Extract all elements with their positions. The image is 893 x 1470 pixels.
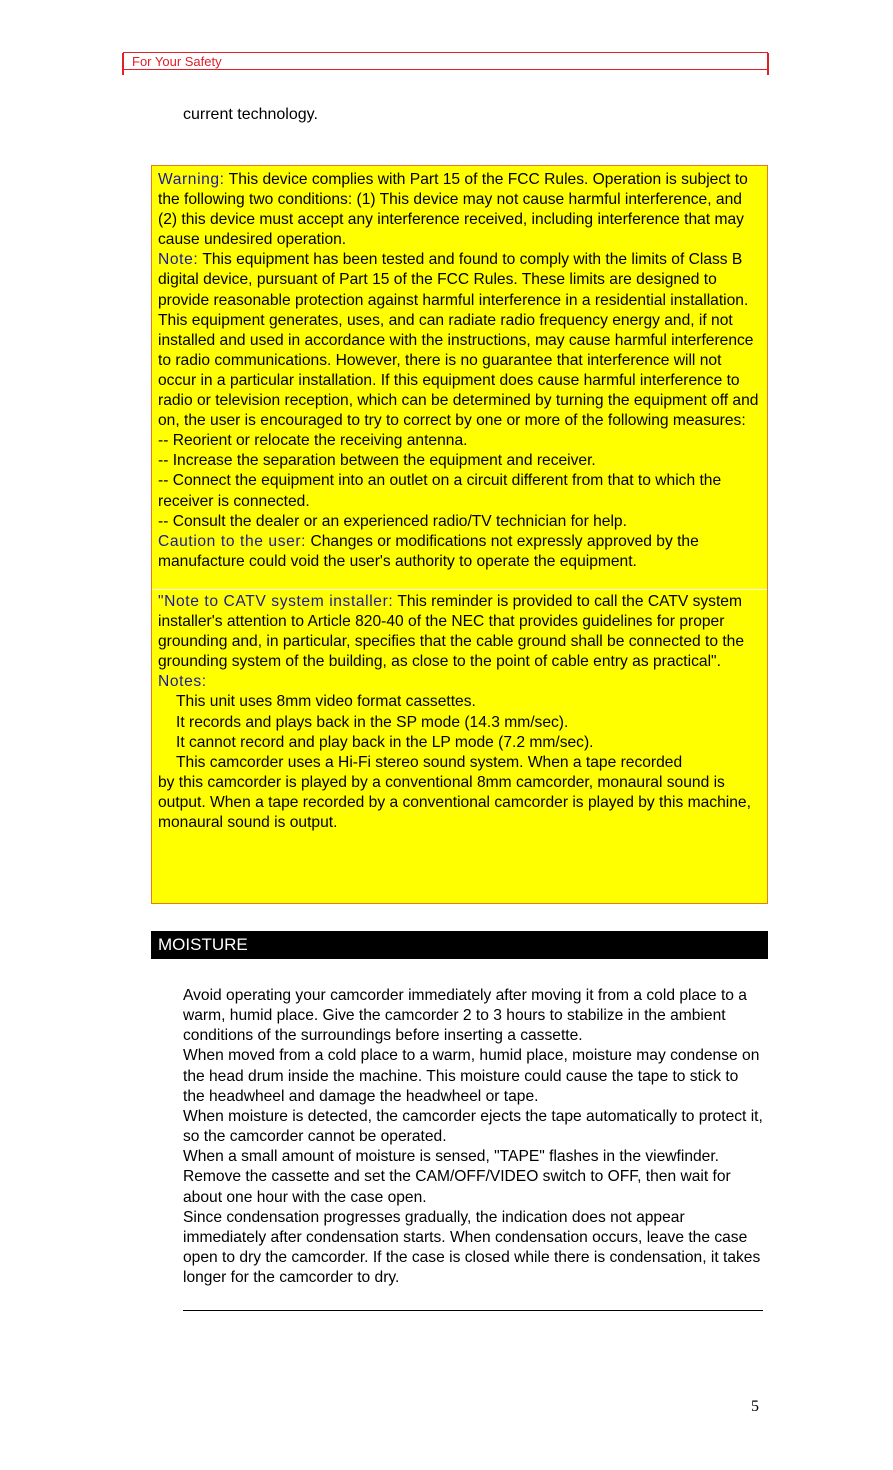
moisture-paragraph: When a small amount of moisture is sensed, "TAPE" flashes in the viewfinder. Remove the cassette and set the CAM/OFF/VIDEO switch to OFF, then wait for about one hour with the case open. bbox=[183, 1148, 731, 1206]
header-bar-left-tick bbox=[122, 53, 124, 75]
note-item-first-line: This camcorder uses a Hi-Fi stereo sound system. When a tape recorded bbox=[176, 753, 683, 771]
measure-item: -- Increase the separation between the equipment and receiver. bbox=[158, 452, 596, 470]
note-item: It cannot record and play back in the LP mode (7.2 mm/sec). bbox=[176, 733, 594, 751]
fcc-notice-box bbox=[151, 165, 768, 904]
note-item: It records and plays back in the SP mode (14.3 mm/sec). bbox=[176, 713, 569, 731]
header-bar-right-tick bbox=[767, 53, 769, 75]
moisture-paragraph: When moved from a cold place to a warm, humid place, moisture may condense on the head drum inside the machine. This moisture could cause the tape to stick to the headwheel and damage the headwheel or tape. bbox=[183, 1047, 760, 1105]
intro-text: current technology. bbox=[183, 106, 318, 123]
notes-lead: Notes: bbox=[158, 673, 207, 691]
moisture-paragraph: Since condensation progresses gradually, the indication does not appear immediately after condensation starts. When condensation occurs, leave the case open to dry the camcorder. If the case is closed while there is condensation, it takes longer for the camcorder to dry. bbox=[183, 1208, 761, 1287]
measure-item: -- Connect the equipment into an outlet on a circuit different from that to which the receiver is connected. bbox=[158, 472, 722, 510]
page-number: 5 bbox=[751, 1398, 759, 1415]
measure-item: -- Reorient or relocate the receiving antenna. bbox=[158, 432, 468, 450]
section-header-label: For Your Safety bbox=[132, 54, 222, 69]
section-end-rule bbox=[183, 1310, 763, 1311]
note-text: This equipment has been tested and found to comply with the limits of Class B digital device, pursuant of Part 15 of the FCC Rules. These limits are designed to provide reasonable protection against harmful interference in a residential installation. This equipment generates, uses, and can radiate radio frequency energy and, if not installed and used in accordance with the instructions, may cause harmful interference to radio communications. However, there is no guarantee that interference will not occur in a particular installation. If this equipment does cause harmful interference to radio or television reception, which can be determined by turning the equipment off and on, the user is encouraged to try to correct by one or more of the following measures: bbox=[158, 251, 759, 430]
moisture-paragraph: When moisture is detected, the camcorder ejects the tape automatically to protect it, so the camcorder cannot be operated. bbox=[183, 1107, 763, 1146]
measure-item: -- Consult the dealer or an experienced radio/TV technician for help. bbox=[158, 512, 627, 530]
paragraph-gap bbox=[158, 572, 762, 592]
moisture-paragraph: Avoid operating your camcorder immediately after moving it from a cold place to a warm, humid place. Give the camcorder 2 to 3 hours to stabilize in the ambient conditions of the surroundings before inserting a cassette. bbox=[183, 987, 747, 1045]
moisture-section-bar bbox=[151, 931, 768, 959]
note-item-continuation: by this camcorder is played by a conventional 8mm camcorder, monaural sound is output. When a tape recorded by a conventional camcorder is played by this machine, monaural sound is output. bbox=[158, 773, 751, 831]
caution-text: Changes or modifications not expressly approved by the manufacture could void the user's authority to operate the equipment. bbox=[158, 532, 699, 570]
caution-lead: Caution to the user: bbox=[158, 532, 307, 550]
moisture-section-title: MOISTURE bbox=[158, 935, 248, 954]
fcc-notice-text bbox=[158, 170, 762, 833]
warning-text: This device complies with Part 15 of the FCC Rules. Operation is subject to the following two conditions: (1) This device may not cause harmful interference, and (2) this device must accept any interference received, including interference that may cause undesired operation. bbox=[158, 171, 748, 249]
notes-heading bbox=[158, 672, 762, 692]
note-item: This unit uses 8mm video format cassettes. bbox=[176, 693, 476, 711]
note-lead: Note: bbox=[158, 251, 199, 269]
warning-lead: Warning: bbox=[158, 171, 225, 188]
moisture-body bbox=[183, 986, 763, 1288]
catv-lead: "Note to CATV system installer: bbox=[158, 592, 394, 610]
warning-paragraph bbox=[158, 170, 762, 250]
caution-paragraph bbox=[158, 532, 762, 572]
catv-text: This reminder is provided to call the CATV system installer's attention to Article 820-40 of the NEC that provides guidelines for proper grounding and, in particular, specifies that the cable ground shall be connected to the grounding system of the building, as close to the point of cable entry as practical". bbox=[158, 592, 745, 671]
note-paragraph bbox=[158, 250, 762, 431]
header-bar bbox=[123, 52, 768, 70]
catv-paragraph bbox=[158, 592, 762, 672]
